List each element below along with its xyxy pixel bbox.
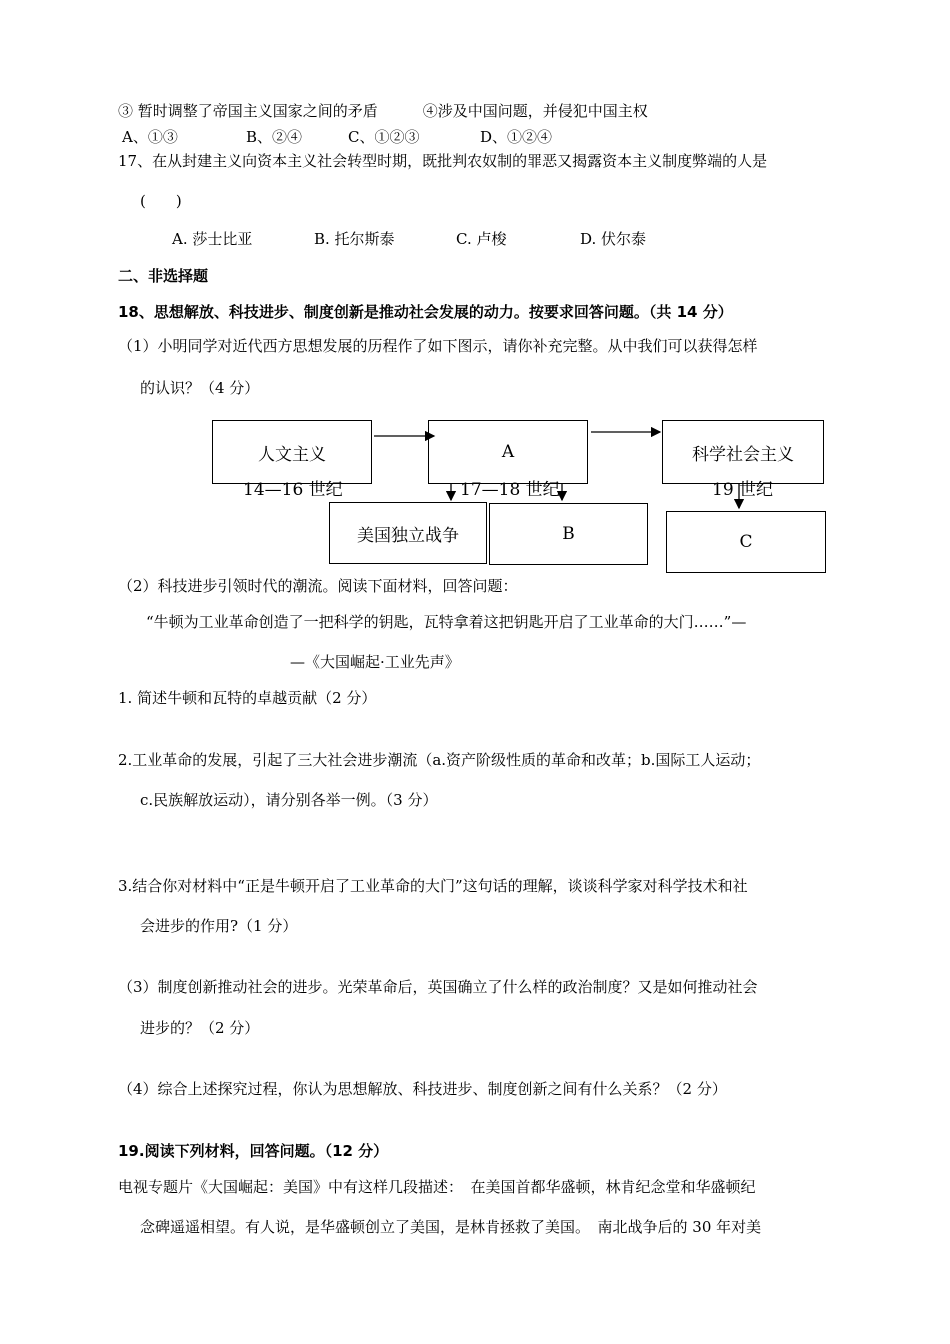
box-american-revolution: 美国独立战争 <box>329 502 487 564</box>
q19-title: 19.阅读下列材料，回答问题。（12 分） <box>118 1142 389 1160</box>
q18-part3-line2: 进步的？（2 分） <box>140 1019 260 1037</box>
q17-answer-paren: ( ) <box>140 192 182 210</box>
q18-sub3-line2: 会进步的作用?（1 分） <box>140 917 298 935</box>
box-b: B <box>489 503 648 565</box>
label-17-18-century: 17—18 世纪 <box>460 480 560 500</box>
q19-material-line2: 念碑遥遥相望。有人说，是华盛顿创立了美国，是林肯拯救了美国。 南北战争后的 30 年对美 <box>140 1218 762 1236</box>
q17-option-c: C. 卢梭 <box>456 230 507 248</box>
q18-part1-line1: （1）小明同学对近代西方思想发展的历程作了如下图示，请你补充完整。从中我们可以获得怎样 <box>118 337 758 355</box>
q18-sub3-line1: 3.结合你对材料中“正是牛顿开启了工业革命的大门”这句话的理解，谈谈科学家对科学技术和社 <box>118 877 748 895</box>
q17-option-d: D. 伏尔泰 <box>580 230 647 248</box>
q18-part3-line1: （3）制度创新推动社会的进步。光荣革命后，英国确立了什么样的政治制度？又是如何推动社会 <box>118 978 758 996</box>
q17-option-a: A. 莎士比亚 <box>172 230 253 248</box>
q18-sub2-line2: c.民族解放运动），请分别各举一例。（3 分） <box>140 791 438 809</box>
q18-quote-source: —《大国崛起·工业先声》 <box>290 653 460 671</box>
q18-part1-line2: 的认识？（4 分） <box>140 379 260 397</box>
box-scientific-socialism: 科学社会主义 <box>662 420 824 484</box>
q18-part2-line1: （2）科技进步引领时代的潮流。阅读下面材料，回答问题： <box>118 577 518 595</box>
section-heading: 二、非选择题 <box>118 267 209 285</box>
q18-sub1: 1. 简述牛顿和瓦特的卓越贡献（2 分） <box>118 689 377 707</box>
label-14-16-century: 14—16 世纪 <box>243 480 343 500</box>
q16-option-d: D、①②④ <box>480 128 553 146</box>
q16-option-c: C、①②③ <box>348 128 420 146</box>
q18-part4: （4）综合上述探究过程，你认为思想解放、科技进步、制度创新之间有什么关系？（2 分） <box>118 1080 727 1098</box>
q18-sub2-line1: 2.工业革命的发展，引起了三大社会进步潮流（a.资产阶级性质的革命和改革；b.国际工人运动； <box>118 751 761 769</box>
box-c: C <box>666 511 826 573</box>
q16-option-a: A、①③ <box>122 128 178 146</box>
q17-stem: 17、在从封建主义向资本主义社会转型时期，既批判农奴制的罪恶又揭露资本主义制度弊端的人是 <box>118 152 768 170</box>
q18-title: 18、思想解放、科技进步、制度创新是推动社会发展的动力。按要求回答问题。（共 14 分） <box>118 303 733 321</box>
q17-option-b: B. 托尔斯泰 <box>314 230 395 248</box>
q19-material-line1: 电视专题片《大国崛起：美国》中有这样几段描述： 在美国首都华盛顿，林肯纪念堂和华盛顿纪 <box>118 1178 756 1196</box>
q16-option-b: B、②④ <box>246 128 303 146</box>
box-humanism: 人文主义 <box>212 420 372 484</box>
box-a: A <box>428 420 588 484</box>
q16-statement-3-4: ③ 暂时调整了帝国主义国家之间的矛盾 ④涉及中国问题，并侵犯中国主权 <box>118 102 648 120</box>
label-19-century: 19 世纪 <box>712 480 774 500</box>
q18-quote: “牛顿为工业革命创造了一把科学的钥匙，瓦特拿着这把钥匙开启了工业革命的大门……”— <box>146 613 747 631</box>
